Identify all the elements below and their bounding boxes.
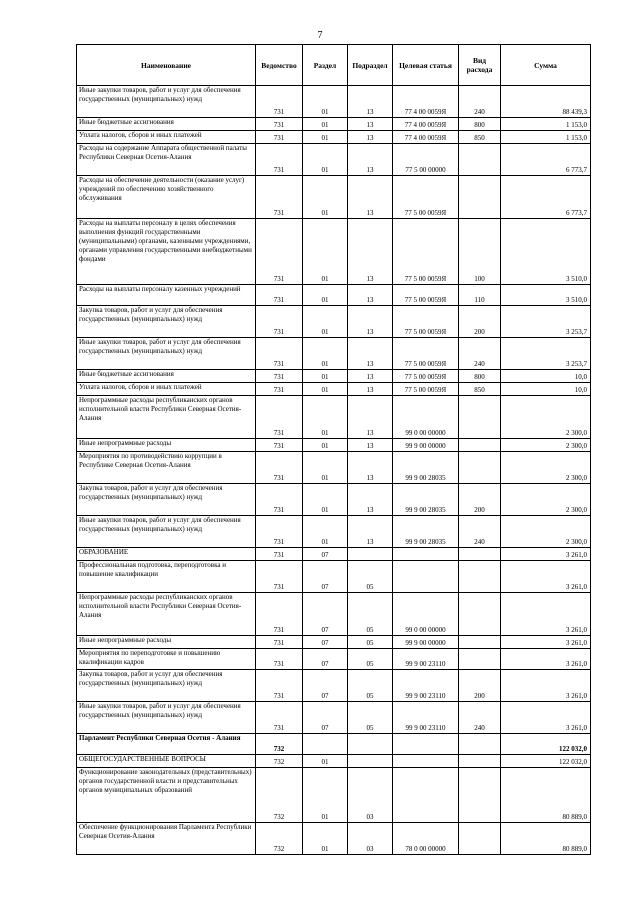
page-number: 7: [317, 30, 323, 41]
row-department: 731: [256, 396, 303, 439]
row-sum: 3 253,7: [501, 306, 591, 338]
row-sum: 122 032,0: [501, 755, 591, 768]
row-department: 731: [256, 452, 303, 484]
row-target-article: 99 9 00 28035: [393, 516, 459, 548]
row-sum: 2 300,0: [501, 396, 591, 439]
row-department: 731: [256, 484, 303, 516]
row-sum: 3 261,0: [501, 702, 591, 734]
row-section: 07: [303, 561, 348, 593]
row-section: 01: [303, 219, 348, 285]
row-target-article: 77 5 00 0059Я: [393, 219, 459, 285]
row-section: 01: [303, 484, 348, 516]
table-row: [77, 131, 591, 144]
row-subsection: 05: [348, 649, 393, 670]
row-expense-type: [459, 561, 501, 593]
row-expense-type: [459, 755, 501, 768]
row-name: ОБРАЗОВАНИЕ: [77, 548, 256, 561]
row-sum: 2 300,0: [501, 452, 591, 484]
table-row: [77, 516, 591, 548]
table-row: [77, 338, 591, 370]
row-subsection: 13: [348, 338, 393, 370]
row-target-article: [393, 755, 459, 768]
table-row: [77, 452, 591, 484]
row-expense-type: 200: [459, 670, 501, 702]
row-sum: 3 261,0: [501, 670, 591, 702]
table-row: [77, 396, 591, 439]
row-department: 731: [256, 548, 303, 561]
row-subsection: 03: [348, 768, 393, 823]
row-section: 01: [303, 118, 348, 131]
row-sum: 6 773,7: [501, 144, 591, 176]
row-subsection: 05: [348, 561, 393, 593]
row-section: 01: [303, 86, 348, 118]
row-section: 07: [303, 636, 348, 649]
row-section: [303, 734, 348, 755]
row-target-article: 99 9 00 23110: [393, 670, 459, 702]
table-row: [77, 823, 591, 855]
row-department: 732: [256, 734, 303, 755]
table-row: [77, 383, 591, 396]
row-section: 01: [303, 439, 348, 452]
row-name: Иные закупки товаров, работ и услуг для обеспечения государственных (муниципальных) нужд: [77, 338, 256, 370]
table-row: [77, 649, 591, 670]
row-name: Непрограммные расходы республиканских органов исполнительной власти Республики Северная Осетия-Алания: [77, 593, 256, 636]
row-section: 07: [303, 670, 348, 702]
row-name: Иные бюджетные ассигнования: [77, 370, 256, 383]
row-target-article: 77 5 00 00000: [393, 144, 459, 176]
row-expense-type: [459, 768, 501, 823]
row-target-article: 99 9 00 23110: [393, 649, 459, 670]
row-subsection: 13: [348, 452, 393, 484]
row-name: Иные непрограммные расходы: [77, 636, 256, 649]
row-subsection: 13: [348, 439, 393, 452]
row-target-article: 77 5 00 0059Я: [393, 370, 459, 383]
row-section: 01: [303, 452, 348, 484]
row-sum: 3 510,0: [501, 285, 591, 306]
table-row: [77, 636, 591, 649]
row-name: Уплата налогов, сборов и иных платежей: [77, 131, 256, 144]
row-expense-type: 240: [459, 86, 501, 118]
row-expense-type: 240: [459, 702, 501, 734]
table-row: [77, 439, 591, 452]
row-target-article: [393, 734, 459, 755]
row-subsection: 05: [348, 593, 393, 636]
row-subsection: 13: [348, 144, 393, 176]
row-department: 731: [256, 285, 303, 306]
row-target-article: 99 0 00 00000: [393, 396, 459, 439]
row-target-article: 99 9 00 23110: [393, 702, 459, 734]
row-expense-type: [459, 439, 501, 452]
row-subsection: 13: [348, 383, 393, 396]
row-department: 731: [256, 86, 303, 118]
row-target-article: 99 9 00 28035: [393, 452, 459, 484]
table-row: [77, 484, 591, 516]
table-row: [77, 593, 591, 636]
row-department: 731: [256, 561, 303, 593]
header-section: Раздел: [303, 45, 348, 86]
row-expense-type: [459, 176, 501, 219]
table-row: [77, 702, 591, 734]
row-section: 01: [303, 516, 348, 548]
row-name: Закупка товаров, работ и услуг для обеспечения государственных (муниципальных) нужд: [77, 484, 256, 516]
row-expense-type: 240: [459, 516, 501, 548]
row-expense-type: [459, 396, 501, 439]
row-name: Уплата налогов, сборов и иных платежей: [77, 383, 256, 396]
row-department: 731: [256, 118, 303, 131]
row-sum: 3 261,0: [501, 548, 591, 561]
row-name: Расходы на выплаты персоналу в целях обеспечения выполнения функций государственными (муниципальными) органами, казенными учреждениями, органами управления государственными внебюджетными фондами: [77, 219, 256, 285]
row-name: Иные непрограммные расходы: [77, 439, 256, 452]
row-expense-type: [459, 823, 501, 855]
row-sum: 122 032,0: [501, 734, 591, 755]
row-subsection: 13: [348, 516, 393, 548]
row-subsection: 13: [348, 219, 393, 285]
row-expense-type: [459, 734, 501, 755]
header-department: Ведомство: [256, 45, 303, 86]
row-department: 731: [256, 219, 303, 285]
table-row: [77, 306, 591, 338]
row-department: 731: [256, 649, 303, 670]
row-target-article: 77 5 00 0059Я: [393, 306, 459, 338]
row-sum: 6 773,7: [501, 176, 591, 219]
table-row: [77, 118, 591, 131]
row-sum: 10,0: [501, 370, 591, 383]
row-subsection: 13: [348, 285, 393, 306]
row-department: 731: [256, 383, 303, 396]
row-target-article: [393, 768, 459, 823]
row-name: Парламент Республики Северная Осетия - Алания: [77, 734, 256, 755]
row-subsection: 13: [348, 86, 393, 118]
row-target-article: 99 9 00 00000: [393, 439, 459, 452]
row-subsection: 13: [348, 370, 393, 383]
row-target-article: [393, 548, 459, 561]
row-section: 01: [303, 144, 348, 176]
header-name: Наименование: [77, 45, 256, 86]
row-section: 07: [303, 548, 348, 561]
row-sum: 88 439,3: [501, 86, 591, 118]
row-subsection: [348, 548, 393, 561]
row-expense-type: [459, 649, 501, 670]
row-subsection: 13: [348, 396, 393, 439]
row-target-article: [393, 561, 459, 593]
row-section: 01: [303, 755, 348, 768]
row-expense-type: [459, 636, 501, 649]
row-department: 731: [256, 131, 303, 144]
row-sum: 1 153,0: [501, 118, 591, 131]
row-subsection: [348, 734, 393, 755]
row-expense-type: 800: [459, 118, 501, 131]
row-target-article: 77 4 00 0059Я: [393, 118, 459, 131]
row-name: Иные закупки товаров, работ и услуг для обеспечения государственных (муниципальных) нужд: [77, 86, 256, 118]
row-target-article: 99 0 00 00000: [393, 593, 459, 636]
table-row: [77, 86, 591, 118]
row-section: 01: [303, 383, 348, 396]
row-expense-type: 100: [459, 219, 501, 285]
header-sum: Сумма: [501, 45, 591, 86]
row-section: 01: [303, 131, 348, 144]
row-expense-type: 110: [459, 285, 501, 306]
row-name: Закупка товаров, работ и услуг для обеспечения государственных (муниципальных) нужд: [77, 306, 256, 338]
table-row: [77, 219, 591, 285]
row-subsection: 05: [348, 702, 393, 734]
row-name: Мероприятия по противодействию коррупции в Республике Северная Осетия-Алания: [77, 452, 256, 484]
row-department: 732: [256, 823, 303, 855]
row-target-article: 77 5 00 0059Я: [393, 285, 459, 306]
row-department: 731: [256, 370, 303, 383]
row-subsection: 05: [348, 636, 393, 649]
row-name: Расходы на содержание Аппарата общественной палаты Республики Северная Осетия-Алания: [77, 144, 256, 176]
row-section: 07: [303, 649, 348, 670]
row-target-article: 99 9 00 28035: [393, 484, 459, 516]
row-sum: 3 510,0: [501, 219, 591, 285]
row-section: 07: [303, 593, 348, 636]
row-subsection: 05: [348, 670, 393, 702]
row-department: 731: [256, 439, 303, 452]
row-section: 01: [303, 306, 348, 338]
row-sum: 2 300,0: [501, 484, 591, 516]
row-section: 01: [303, 176, 348, 219]
row-target-article: 99 9 00 00000: [393, 636, 459, 649]
row-section: 01: [303, 285, 348, 306]
row-name: Мероприятия по переподготовке и повышению квалификации кадров: [77, 649, 256, 670]
row-department: 731: [256, 306, 303, 338]
row-expense-type: [459, 144, 501, 176]
header-subsection: Подраздел: [348, 45, 393, 86]
row-name: Расходы на выплаты персоналу казенных учреждений: [77, 285, 256, 306]
row-expense-type: 200: [459, 484, 501, 516]
row-target-article: 77 5 00 0059Я: [393, 383, 459, 396]
header-expense-type: Вид расхода: [459, 45, 501, 86]
row-expense-type: 850: [459, 383, 501, 396]
row-section: 07: [303, 702, 348, 734]
row-sum: 2 300,0: [501, 516, 591, 548]
table-row: [77, 176, 591, 219]
row-name: Иные закупки товаров, работ и услуг для обеспечения государственных (муниципальных) нужд: [77, 516, 256, 548]
table-row: [77, 144, 591, 176]
row-department: 731: [256, 593, 303, 636]
row-section: 01: [303, 396, 348, 439]
row-subsection: 13: [348, 484, 393, 516]
table-row: [77, 548, 591, 561]
row-section: 01: [303, 338, 348, 370]
table-row: [77, 755, 591, 768]
row-name: Функционирование законодательных (представительных) органов государственной власти и представительных органов муниципальных образований: [77, 768, 256, 823]
table-header-row: [77, 45, 591, 86]
header-target-article: Целевая статья: [393, 45, 459, 86]
row-sum: 80 889,0: [501, 823, 591, 855]
table-row: [77, 561, 591, 593]
row-department: 731: [256, 636, 303, 649]
row-sum: 80 889,0: [501, 768, 591, 823]
row-name: Иные закупки товаров, работ и услуг для обеспечения государственных (муниципальных) нужд: [77, 702, 256, 734]
row-name: Расходы на обеспечение деятельности (оказание услуг) учреждений по обеспечению хозяйственного обслуживания: [77, 176, 256, 219]
row-expense-type: 200: [459, 306, 501, 338]
row-subsection: 13: [348, 176, 393, 219]
table-body: [77, 86, 591, 855]
row-department: 731: [256, 176, 303, 219]
row-name: Обеспечение функционирования Парламента Республики Северная Осетия-Алания: [77, 823, 256, 855]
row-subsection: 13: [348, 118, 393, 131]
row-section: 01: [303, 370, 348, 383]
row-sum: 3 261,0: [501, 561, 591, 593]
row-department: 732: [256, 755, 303, 768]
row-expense-type: 800: [459, 370, 501, 383]
row-subsection: 13: [348, 131, 393, 144]
row-expense-type: [459, 452, 501, 484]
row-name: Закупка товаров, работ и услуг для обеспечения государственных (муниципальных) нужд: [77, 670, 256, 702]
row-expense-type: 850: [459, 131, 501, 144]
row-department: 731: [256, 670, 303, 702]
row-expense-type: [459, 593, 501, 636]
row-sum: 3 253,7: [501, 338, 591, 370]
table-row: [77, 734, 591, 755]
row-sum: 3 261,0: [501, 649, 591, 670]
row-department: 732: [256, 768, 303, 823]
row-sum: 3 261,0: [501, 593, 591, 636]
table-row: [77, 768, 591, 823]
row-sum: 2 300,0: [501, 439, 591, 452]
row-target-article: 77 5 00 0059Я: [393, 338, 459, 370]
table-row: [77, 285, 591, 306]
row-section: 01: [303, 823, 348, 855]
row-department: 731: [256, 702, 303, 734]
row-department: 731: [256, 516, 303, 548]
row-target-article: 77 5 00 0059Я: [393, 176, 459, 219]
row-department: 731: [256, 338, 303, 370]
row-sum: 10,0: [501, 383, 591, 396]
row-target-article: 77 4 00 0059Я: [393, 131, 459, 144]
row-subsection: 13: [348, 306, 393, 338]
row-sum: 3 261,0: [501, 636, 591, 649]
row-name: ОБЩЕГОСУДАРСТВЕННЫЕ ВОПРОСЫ: [77, 755, 256, 768]
row-section: 01: [303, 768, 348, 823]
row-department: 731: [256, 144, 303, 176]
row-target-article: 78 0 00 00000: [393, 823, 459, 855]
row-subsection: 03: [348, 823, 393, 855]
budget-table: [76, 44, 591, 855]
row-name: Профессиональная подготовка, переподготовка и повышение квалификации: [77, 561, 256, 593]
row-expense-type: [459, 548, 501, 561]
row-name: Иные бюджетные ассигнования: [77, 118, 256, 131]
table-row: [77, 670, 591, 702]
row-target-article: 77 4 00 0059Я: [393, 86, 459, 118]
row-name: Непрограммные расходы республиканских органов исполнительной власти Республики Северная Осетия-Алания: [77, 396, 256, 439]
row-subsection: [348, 755, 393, 768]
row-sum: 1 153,0: [501, 131, 591, 144]
row-expense-type: 240: [459, 338, 501, 370]
table-row: [77, 370, 591, 383]
